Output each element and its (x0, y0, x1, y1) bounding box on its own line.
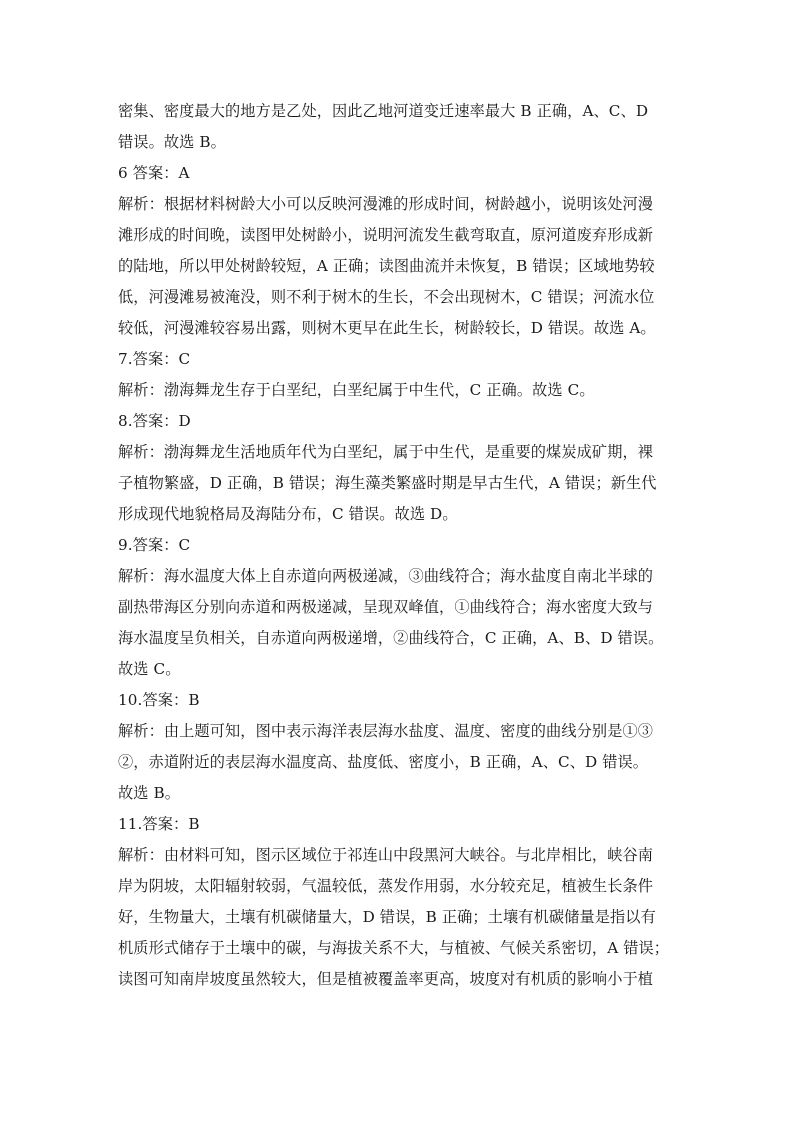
text-line: 子植物繁盛，D 正确，B 错误；海生藻类繁盛时期是早古生代，A 错误；新生代 (118, 474, 657, 492)
text-line: 的陆地，所以甲处树龄较短，A 正确；读图曲流并未恢复，B 错误；区域地势较 (118, 257, 655, 275)
text-line: 形成现代地貌格局及海陆分布，C 错误。故选 D。 (118, 505, 458, 523)
answer-heading: 8.答案：D (118, 412, 191, 430)
text-line: 解析：根据材料树龄大小可以反映河漫滩的形成时间，树龄越小，说明该处河漫 (118, 195, 654, 213)
text-line: 海水温度呈负相关，自赤道向两极递增，②曲线符合，C 正确，A、B、D 错误。 (118, 629, 664, 647)
answer-heading: 9.答案：C (118, 536, 191, 554)
text-line: 机质形式储存于土壤中的碳，与海拔关系不大，与植被、气候关系密切，A 错误； (118, 939, 670, 957)
text-line: 岸为阴坡，太阳辐射较弱，气温较低，蒸发作用弱，水分较充足，植被生长条件 (118, 877, 654, 895)
text-line: 滩形成的时间晚，读图甲处树龄小，说明河流发生截弯取直，原河道废弃形成新 (118, 226, 654, 244)
text-line: 较低，河漫滩较容易出露，则树木更早在此生长，树龄较长，D 错误。故选 A。 (118, 319, 656, 337)
text-line: 解析：由上题可知，图中表示海洋表层海水盐度、温度、密度的曲线分别是①③ (118, 722, 654, 740)
text-line: 错误。故选 B。 (118, 133, 226, 151)
text-line: 解析：渤海舞龙生存于白垩纪，白垩纪属于中生代，C 正确。故选 C。 (118, 381, 595, 399)
text-line: 解析：渤海舞龙生活地质年代为白垩纪，属于中生代，是重要的煤炭成矿期，裸 (118, 443, 654, 461)
answer-text-block (118, 96, 678, 995)
text-line: 密集、密度最大的地方是乙处，因此乙地河道变迁速率最大 B 正确，A、C、D (118, 102, 649, 120)
answer-heading: 7.答案：C (118, 350, 191, 368)
text-line: 故选 B。 (118, 784, 181, 802)
text-line: 故选 C。 (118, 660, 181, 678)
text-line: 副热带海区分别向赤道和两极递减，呈现双峰值，①曲线符合；海水密度大致与 (118, 598, 654, 616)
text-line: ②，赤道附近的表层海水温度高、盐度低、密度小，B 正确，A、C、D 错误。 (118, 753, 649, 771)
text-line: 解析：海水温度大体上自赤道向两极递减，③曲线符合；海水盐度自南北半球的 (118, 567, 654, 585)
text-line: 好，生物量大，土壤有机碳储量大，D 错误，B 正确；土壤有机碳储量是指以有 (118, 908, 656, 926)
text-line: 低，河漫滩易被淹没，则不利于树木的生长，不会出现树木，C 错误；河流水位 (118, 288, 655, 306)
answer-heading: 11.答案：B (118, 815, 200, 833)
answer-heading: 10.答案：B (118, 691, 200, 709)
text-line: 读图可知南岸坡度虽然较大，但是植被覆盖率更高，坡度对有机质的影响小于植 (118, 970, 654, 988)
text-line: 解析：由材料可知，图示区域位于祁连山中段黑河大峡谷。与北岸相比，峡谷南 (118, 846, 654, 864)
answer-heading: 6 答案：A (118, 164, 190, 182)
